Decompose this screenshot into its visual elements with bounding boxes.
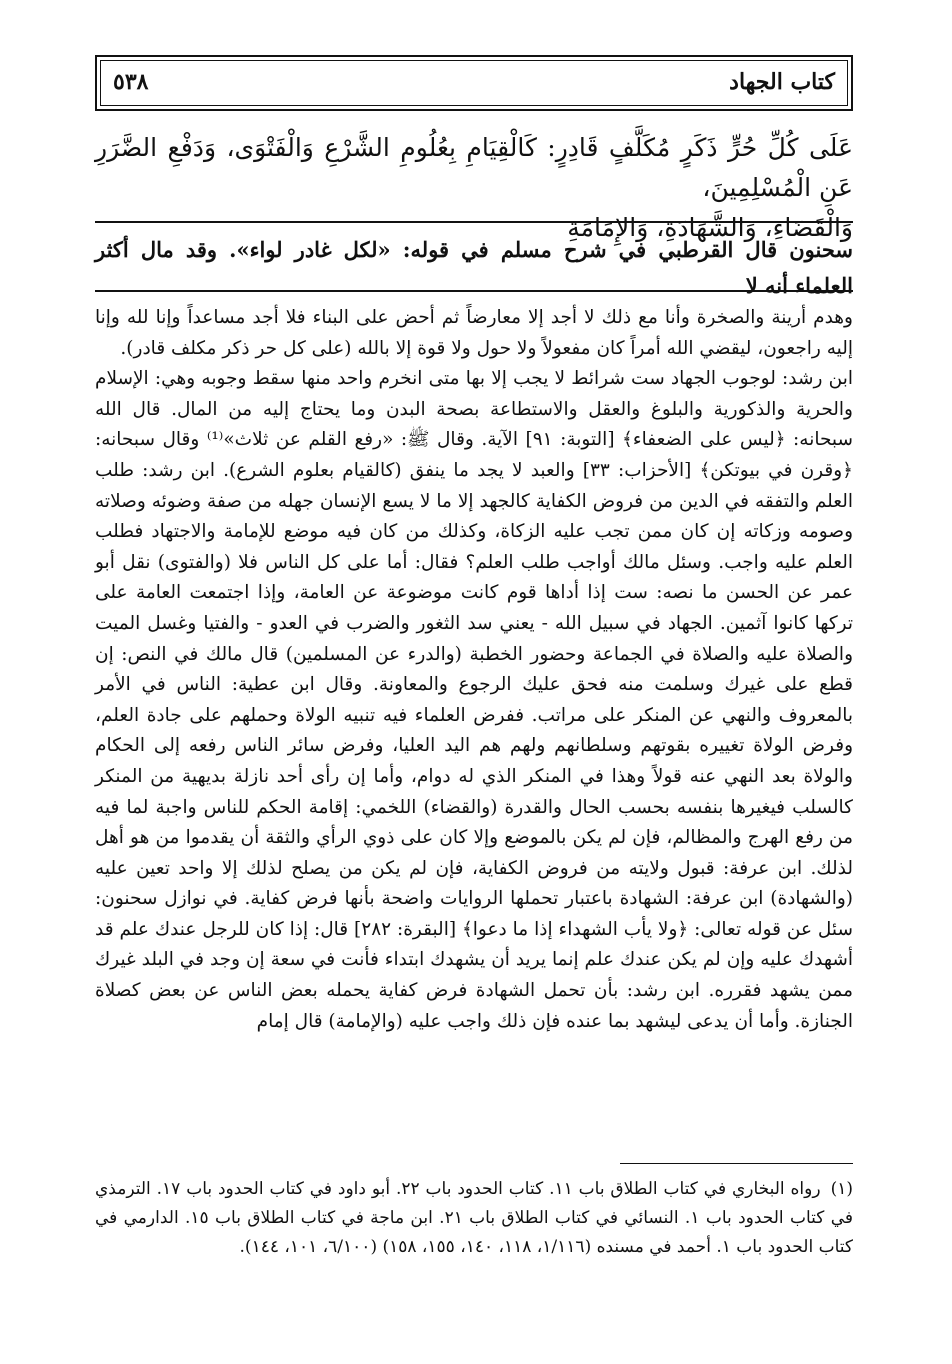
commentary-separator-rule — [95, 290, 853, 292]
running-header-frame — [100, 60, 848, 106]
footnote-text: رواه البخاري في كتاب الطلاق باب ١١. كتاب الحدود باب ٢٢. أبو داود في كتاب الحدود باب ١٧. الترمذي في كتاب الحدود باب ١. النسائي في كتاب الطلاق باب ٢١. ابن ماجة في كتاب الطلاق باب ١٥. الدارمي في كتاب الحدود باب ١. أحمد في مسنده (١/١١٦، ١١٨، ١٤٠، ١٥٥، ١٥٨) (٦/١٠٠، ١٠١، ١٤٤). — [95, 1179, 854, 1257]
sharh-continuation — [95, 232, 853, 304]
commentary-paragraph: وهدم أرينة والصخرة وأنا مع ذلك لا أجد إلا معارضاً ثم أحض على البناء فلا أجد مساعداً وإنا لله وإنا إليه راجعون، ليقضي الله أمراً كان مفعولاً ولا حول ولا قوة إلا بالله (على كل حر ذكر مكلف قادر). — [95, 307, 853, 359]
footnote-item — [95, 1175, 853, 1262]
sharh-continuation-line: سحنون قال القرطبي في شرح مسلم في قوله: «لكل غادر لواء». وقد مال أكثر العلماء أنه لا — [95, 237, 853, 298]
running-title: كتاب الجهاد — [729, 69, 835, 95]
matn-line: عَلَى كُلِّ حُرٍّ ذَكَرٍ مُكَلَّفٍ قَادِرٍ: كَالْقِيَامِ بِعُلُومِ الشَّرْعِ وَالْفَتْوَى، وَدَفْعِ الضَّرَرِ عَنِ الْمُسْلِمِينَ، — [95, 133, 853, 202]
matn-line: وَالْقَضَاءِ، وَالشَّهَادَةِ، وَالإِمَامَةِ — [567, 213, 853, 242]
commentary-paragraph: ابن رشد: لوجوب الجهاد ست شرائط لا يجب إلا بها متى انخرم واحد منها سقط وجوبه وهي: الإسلام والحرية والذكورية والبلوغ والعقل والاستطاعة بصحة البدن وما يحتاج إليه من المال. قال الله سبحانه: ﴿ليس على الضعفاء﴾ [التوبة: ٩١] الآية. وقال ﷺ: «رفع القلم عن ثلاث»⁽¹⁾ وقال سبحانه: ﴿وقرن في بيوتكن﴾ [الأحزاب: ٣٣] والعبد لا يجد ما ينفق (كالقيام بعلوم الشرع). ابن رشد: طلب العلم والتفقه في الدين من فروض الكفاية كالجهد إلا ما لا يسع الإنسان جهله من صفة وضوئه وصلاته وصومه وزكاته إن كان ممن تجب عليه الزكاة، وكذلك من كان فيه موضع للإمامة والاجتهاد فطلب العلم عليه واجب. وسئل مالك أواجب طلب العلم؟ فقال: أما على كل الناس فلا (والفتوى) نقل أبو عمر عن الحسن ما نصه: ست إذا أداها قوم كانت موضوعة عن العامة، وإذا اجتمعت العامة على تركها كانوا آثمين. الجهاد في سبيل الله - يعني سد الثغور والضرب في العدو - والفتيا وغسل الميت والصلاة عليه والصلاة في الجماعة وحضور الخطبة (والدرء عن المسلمين) قال مالك في النص: إن قطع على غيرك وسلمت منه فحق عليك الرجوع والمعاونة. وقال ابن عطية: الناس في الأمر بالمعروف والنهي عن المنكر على مراتب. ففرض العلماء فيه تنبيه الولاة وحملهم على جادة العلم، وفرض الولاة تغييره بقوتهم وسلطانهم ولهم هم اليد العليا، وفرض سائر الناس رفعه إلى الحكام والولاة بعد النهي عنه قولاً وهذا في المنكر الذي له دوام، وأما إن رأى أحد نازلة بديهية من المنكر كالسلب فيغيرها بنفسه بحسب الحال والقدرة (والقضاء) اللخمي: إقامة الحكم للناس واجبة لما فيه من رفع الهرج والمظالم، فإن لم يكن بالموضع وإلا كان على ذوي الرأي والثقة أن يقدموا من هو أهل لذلك. ابن عرفة: قبول ولايته من فروض الكفاية، فإن لم يكن من يصلح لذلك إلا واحد تعين عليه (والشهادة) ابن عرفة: الشهادة باعتبار تحملها الروايات واضحة بأنها فرض كفاية. في نوازل سحنون: سئل عن قوله تعالى: ﴿ولا يأب الشهداء إذا ما دعوا﴾ [البقرة: ٢٨٢] قال: إذا كان للرجل عندك علم قد أشهدك عليه وإن لم يكن عندك علم إنما يريد أن يشهدك ابتداء فأنت في سعة إن وجد في البلد غيرك ممن يشهد فقرره. ابن رشد: بأن تحمل الشهادة فرض كفاية يحمله بعض الناس عن بعض كصلاة الجنازة. وأما أن يدعى ليشهد بما عنده فإن ذلك واجب عليه (والإمامة) قال إمام — [95, 368, 854, 1032]
matn-separator-rule — [95, 221, 853, 223]
matn-text — [95, 128, 853, 248]
footnotes — [95, 1175, 853, 1262]
footnote-number: (١) — [830, 1179, 853, 1199]
commentary-body — [95, 303, 853, 1037]
page-number: ٥٣٨ — [113, 69, 149, 95]
running-header — [95, 55, 853, 111]
footnote-rule — [620, 1163, 853, 1164]
